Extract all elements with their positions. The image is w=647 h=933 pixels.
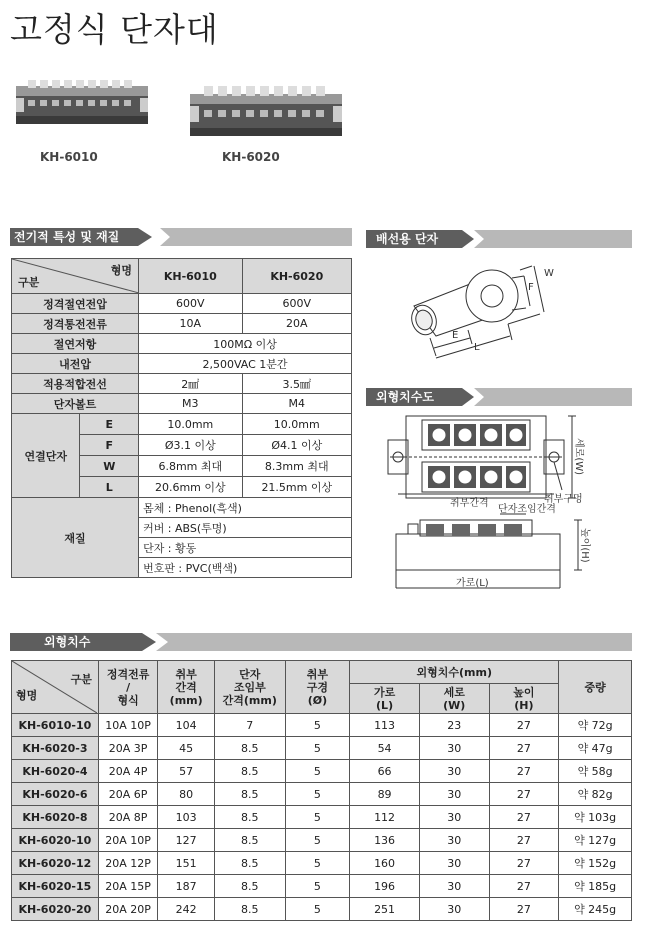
spec-conn-key: E <box>80 414 139 435</box>
spec-cell: 10A <box>139 314 242 334</box>
spec-cell: M3 <box>139 394 242 414</box>
table-cell: 80 <box>158 783 215 806</box>
table-cell: 27 <box>489 760 559 783</box>
dimensions-table-body <box>12 714 632 921</box>
dim-header-weight: 중량 <box>559 661 632 714</box>
table-cell: 8.5 <box>214 760 285 783</box>
table-cell: 30 <box>419 898 489 921</box>
table-cell: KH-6020-6 <box>12 783 99 806</box>
table-cell: 30 <box>419 852 489 875</box>
table-cell: 약 127g <box>559 829 632 852</box>
product-image-kh-6020 <box>186 82 346 144</box>
table-cell: 27 <box>489 852 559 875</box>
table-cell: 8.5 <box>214 737 285 760</box>
product-image-kh-6010 <box>12 72 152 134</box>
table-cell: 약 152g <box>559 852 632 875</box>
section-title-spec: 전기적 특성 및 재질 <box>14 230 120 244</box>
spec-cell: 600V <box>139 294 242 314</box>
table-cell: 127 <box>158 829 215 852</box>
table-cell: 약 103g <box>559 806 632 829</box>
table-cell: 160 <box>350 852 420 875</box>
spec-conn-key: L <box>80 477 139 498</box>
spec-row-label: 정격통전전류 <box>12 314 139 334</box>
dim-header-hole: 취부 구경 (Ø) <box>285 661 350 714</box>
spec-cell: Ø3.1 이상 <box>139 435 242 456</box>
table-cell: 20A 6P <box>98 783 158 806</box>
table-cell: 약 72g <box>559 714 632 737</box>
terminal-lug-diagram <box>400 254 560 366</box>
table-cell: 20A 12P <box>98 852 158 875</box>
spec-corner-top: 형명 <box>110 264 133 277</box>
spec-cell: Ø4.1 이상 <box>242 435 351 456</box>
table-cell: KH-6010-10 <box>12 714 99 737</box>
table-cell: KH-6020-15 <box>12 875 99 898</box>
spec-cell: 8.3mm 최대 <box>242 456 351 477</box>
table-cell: 66 <box>350 760 420 783</box>
section-header-outline <box>366 388 632 406</box>
table-cell: 약 245g <box>559 898 632 921</box>
dim-corner-cell <box>12 661 99 714</box>
table-cell: KH-6020-4 <box>12 760 99 783</box>
table-cell: KH-6020-12 <box>12 852 99 875</box>
spec-conn-key: F <box>80 435 139 456</box>
section-header-dimensions <box>10 633 632 651</box>
table-cell: 20A 8P <box>98 806 158 829</box>
table-cell: KH-6020-10 <box>12 829 99 852</box>
outline-label-height-h: 높이(H) <box>579 528 590 563</box>
table-cell: 5 <box>285 875 350 898</box>
table-row <box>12 829 632 852</box>
table-cell: 8.5 <box>214 852 285 875</box>
table-cell: 8.5 <box>214 783 285 806</box>
table-cell: 5 <box>285 806 350 829</box>
table-cell: 103 <box>158 806 215 829</box>
table-cell: 약 58g <box>559 760 632 783</box>
spec-cell: 21.5mm 이상 <box>242 477 351 498</box>
spec-cell: M4 <box>242 394 351 414</box>
spec-cell: 3.5㎟ <box>242 374 351 394</box>
spec-cell: 10.0mm <box>139 414 242 435</box>
dim-header-rating: 정격전류 / 형식 <box>98 661 158 714</box>
table-cell: 151 <box>158 852 215 875</box>
table-cell: 113 <box>350 714 420 737</box>
outline-label-screw-pitch: 단자조임간격 <box>498 504 556 515</box>
table-cell: 8.5 <box>214 875 285 898</box>
table-cell: 약 185g <box>559 875 632 898</box>
page-title: 고정식 단자대 <box>10 10 219 49</box>
spec-header-model: KH-6020 <box>242 259 351 294</box>
spec-row-label: 절연저항 <box>12 334 139 354</box>
table-cell: 30 <box>419 806 489 829</box>
table-cell: 약 82g <box>559 783 632 806</box>
table-row <box>12 898 632 921</box>
table-cell: 5 <box>285 737 350 760</box>
table-cell: 8.5 <box>214 829 285 852</box>
product-label-kh-6010: KH-6010 <box>40 150 98 164</box>
table-cell: 5 <box>285 829 350 852</box>
table-row <box>12 852 632 875</box>
table-row <box>12 760 632 783</box>
lug-label-l: L <box>474 342 480 353</box>
outline-label-width-l: 가로(L) <box>456 578 489 589</box>
table-cell: 5 <box>285 852 350 875</box>
lug-label-w: W <box>544 268 554 279</box>
dim-header-h: 높이 (H) <box>489 684 559 714</box>
dim-corner-bottom: 형명 <box>16 689 38 702</box>
table-row <box>12 806 632 829</box>
dim-header-w: 세로 (W) <box>419 684 489 714</box>
table-cell: 약 47g <box>559 737 632 760</box>
spec-material: 커버 : ABS(투명) <box>139 518 352 538</box>
table-row <box>12 714 632 737</box>
table-cell: 251 <box>350 898 420 921</box>
table-cell: 27 <box>489 829 559 852</box>
table-row <box>12 737 632 760</box>
spec-row-label: 적용적합전선 <box>12 374 139 394</box>
table-cell: 5 <box>285 714 350 737</box>
table-cell: 20A 20P <box>98 898 158 921</box>
table-cell: 187 <box>158 875 215 898</box>
table-cell: 196 <box>350 875 420 898</box>
table-cell: 54 <box>350 737 420 760</box>
table-cell: 57 <box>158 760 215 783</box>
table-cell: 5 <box>285 760 350 783</box>
table-cell: 27 <box>489 898 559 921</box>
spec-corner-cell <box>12 259 139 294</box>
table-cell: 27 <box>489 714 559 737</box>
table-cell: 20A 3P <box>98 737 158 760</box>
table-cell: 30 <box>419 783 489 806</box>
table-cell: 27 <box>489 737 559 760</box>
table-cell: 112 <box>350 806 420 829</box>
spec-conn-label: 연결단자 <box>12 414 80 498</box>
lug-label-e: E <box>452 330 459 341</box>
dim-corner-top: 구분 <box>70 673 92 686</box>
table-cell: 30 <box>419 829 489 852</box>
table-cell: 30 <box>419 875 489 898</box>
table-cell: 104 <box>158 714 215 737</box>
section-header-spec <box>10 228 352 246</box>
lug-label-f: F <box>528 282 534 293</box>
outline-label-mount-pitch: 취부간격 <box>450 498 489 509</box>
spec-cell: 20.6mm 이상 <box>139 477 242 498</box>
table-cell: 20A 10P <box>98 829 158 852</box>
spec-conn-key: W <box>80 456 139 477</box>
spec-table <box>11 258 352 578</box>
table-cell: 45 <box>158 737 215 760</box>
dimensions-table <box>11 660 632 921</box>
table-cell: 30 <box>419 760 489 783</box>
section-header-terminal <box>366 230 632 248</box>
table-cell: 89 <box>350 783 420 806</box>
table-cell: KH-6020-20 <box>12 898 99 921</box>
table-cell: KH-6020-8 <box>12 806 99 829</box>
table-cell: 30 <box>419 737 489 760</box>
spec-header-model: KH-6010 <box>139 259 242 294</box>
spec-row-label: 단자볼트 <box>12 394 139 414</box>
outline-drawing <box>382 410 644 600</box>
table-cell: 27 <box>489 875 559 898</box>
spec-row-label: 정격절연전압 <box>12 294 139 314</box>
table-row <box>12 783 632 806</box>
table-cell: 7 <box>214 714 285 737</box>
table-cell: 20A 15P <box>98 875 158 898</box>
dim-header-l: 가로 (L) <box>350 684 420 714</box>
table-cell: 20A 4P <box>98 760 158 783</box>
table-cell: 27 <box>489 783 559 806</box>
spec-cell: 100MΩ 이상 <box>139 334 352 354</box>
spec-cell: 6.8mm 최대 <box>139 456 242 477</box>
table-cell: 23 <box>419 714 489 737</box>
spec-cell: 600V <box>242 294 351 314</box>
table-cell: 136 <box>350 829 420 852</box>
table-cell: 27 <box>489 806 559 829</box>
spec-cell: 10.0mm <box>242 414 351 435</box>
dim-header-screw-pitch: 단자 조임부 간격(mm) <box>214 661 285 714</box>
dim-header-mount-pitch: 취부 간격 (mm) <box>158 661 215 714</box>
table-cell: 242 <box>158 898 215 921</box>
spec-material: 몸체 : Phenol(흑색) <box>139 498 352 518</box>
spec-material-label: 재질 <box>12 498 139 578</box>
table-row <box>12 875 632 898</box>
spec-corner-bottom: 구분 <box>18 276 40 289</box>
outline-label-mount-hole: 취부구멍 <box>544 494 583 505</box>
section-title-outline: 외형치수도 <box>376 390 434 404</box>
outline-label-height-w: 세로(W) <box>573 438 584 476</box>
spec-material: 번호판 : PVC(백색) <box>139 558 352 578</box>
dim-header-outer: 외형치수(mm) <box>350 661 559 684</box>
table-cell: 10A 10P <box>98 714 158 737</box>
spec-material: 단자 : 황동 <box>139 538 352 558</box>
table-cell: 5 <box>285 783 350 806</box>
product-label-kh-6020: KH-6020 <box>222 150 280 164</box>
spec-row-label: 내전압 <box>12 354 139 374</box>
table-cell: 5 <box>285 898 350 921</box>
table-cell: KH-6020-3 <box>12 737 99 760</box>
spec-cell: 20A <box>242 314 351 334</box>
table-cell: 8.5 <box>214 806 285 829</box>
section-title-terminal: 배선용 단자 <box>376 232 439 246</box>
spec-cell: 2,500VAC 1분간 <box>139 354 352 374</box>
table-cell: 8.5 <box>214 898 285 921</box>
section-title-dimensions: 외형치수 <box>44 635 91 649</box>
spec-cell: 2㎟ <box>139 374 242 394</box>
